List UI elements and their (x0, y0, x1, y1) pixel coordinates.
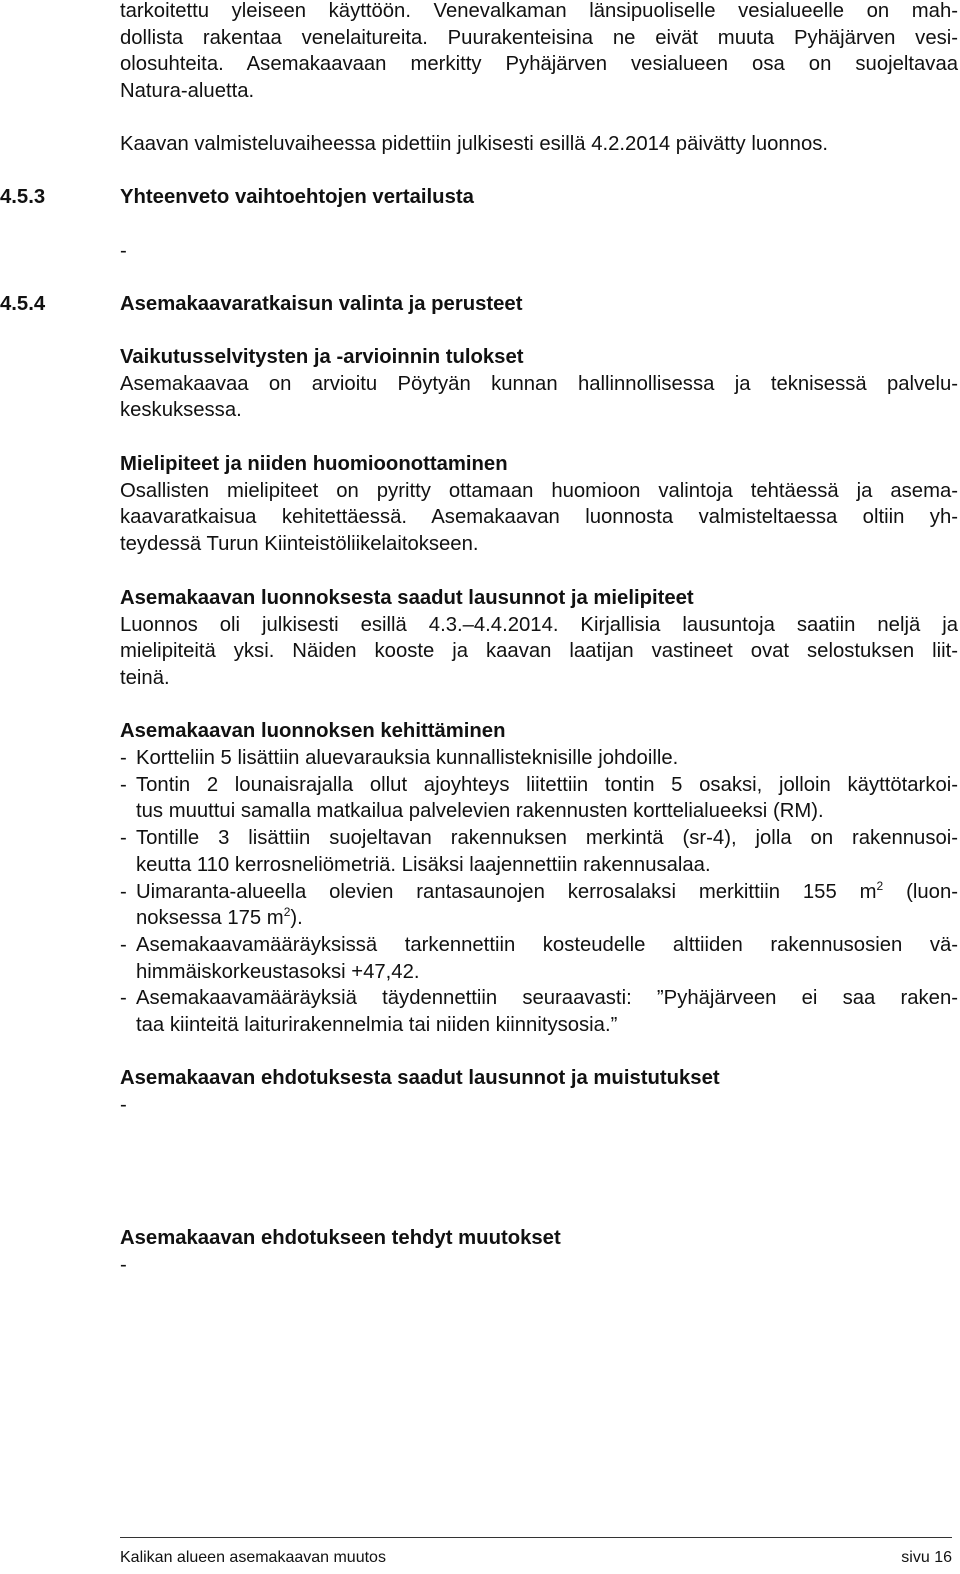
section-body: - (120, 1093, 127, 1116)
text-line: keutta 110 kerrosneliömetriä. Lisäksi laajennettiin rakennusalaa. (136, 853, 711, 876)
text-line: taa kiinteitä laiturirakennelmia tai niiden kiinnitysosia.” (136, 1014, 618, 1037)
proposal-statements-section (120, 1065, 958, 1118)
text-line: Kaavan valmisteluvaiheessa pidettiin julkisesti esillä 4.2.2014 päivätty luonnos. (120, 133, 829, 155)
bullet-marker: - (120, 747, 127, 769)
intro-paragraph (120, 0, 958, 105)
subheading: Vaikutusselvitysten ja -arvioinnin tulokset (120, 346, 524, 368)
bullet-marker: - (120, 827, 127, 850)
text-line: tarkoitettu yleiseen käyttöön. Venevalkaman länsipuoliselle vesialueelle on mah- (120, 0, 958, 22)
draft-development-list (120, 745, 958, 1039)
text-fragment: noksessa 175 m (136, 907, 284, 930)
text-line: teinä. (120, 667, 170, 690)
proposal-changes-section (120, 1225, 958, 1278)
text-line: Tontille 3 lisättiin suojeltavan rakennuksen merkintä (sr-4), jolla on rakennusoi- (136, 827, 958, 850)
text-line: Asemakaavamääräyksissä tarkennettiin kosteudelle alttiiden rakennusosien vä- (136, 933, 958, 956)
text-line: mielipiteitä yksi. Näiden kooste ja kaavan laatijan vastineet ovat selostuksen liit- (120, 640, 958, 663)
bullet-marker: - (120, 773, 127, 796)
text-line: Natura-aluetta. (120, 80, 255, 103)
text-line: teydessä Turun Kiinteistöliikelaitokseen. (120, 533, 479, 556)
subheading: Asemakaavan luonnoksen kehittäminen (120, 720, 506, 742)
footer-divider (120, 1537, 952, 1538)
list-item (120, 985, 958, 1038)
list-item (120, 932, 958, 985)
text-line: Luonnos oli julkisesti esillä 4.3.–4.4.2014. Kirjallisia lausuntoja saatiin neljä ja (120, 613, 958, 636)
text-fragment: ). (290, 907, 303, 930)
text-line: Osallisten mielipiteet on pyritty ottamaan huomioon valintoja tehtäessä ja asema- (120, 479, 958, 502)
superscript: 2 (283, 905, 291, 920)
list-item (120, 772, 958, 825)
text-line: tus muuttui samalla matkailua palvelevien rakennusten korttelialueeksi (RM). (136, 800, 824, 823)
list-item (120, 745, 958, 772)
text-line: Asemakaavamääräyksiä täydennettiin seuraavasti: ”Pyhäjärveen ei saa raken- (136, 987, 958, 1010)
list-item (120, 879, 958, 932)
subheading: Asemakaavan luonnoksesta saadut lausunnot ja mielipiteet (120, 587, 694, 609)
text-line: dollista rakentaa venelaitureita. Puurakenteisina ne eivät muuta Pyhäjärven vesi- (120, 26, 958, 49)
draft-development-heading-block (120, 718, 958, 745)
text-line: Asemakaavaa on arvioitu Pöytyän kunnan hallinnollisessa ja teknisessä palvelu- (120, 372, 958, 395)
text-fragment: Uimaranta-alueella olevien rantasaunojen kerrosalaksi merkittiin 155 m (136, 880, 877, 903)
text-line: himmäiskorkeustasoksi +47,42. (136, 960, 420, 983)
text-fragment: (luon- (883, 880, 958, 903)
bullet-marker: - (120, 933, 127, 956)
footer-page-number: sivu 16 (901, 1549, 952, 1566)
impact-section (120, 344, 958, 424)
draft-statements-section (120, 585, 958, 692)
section-453-body: - (120, 240, 127, 262)
superscript: 2 (876, 878, 884, 893)
section-title-454: Asemakaavaratkaisun valinta ja perusteet (120, 293, 523, 315)
subheading: Asemakaavan ehdotukseen tehdyt muutokset (120, 1227, 561, 1249)
subheading: Asemakaavan ehdotuksesta saadut lausunnot ja muistutukset (120, 1067, 720, 1089)
subheading: Mielipiteet ja niiden huomioonottaminen (120, 453, 508, 475)
section-number-454: 4.5.4 (0, 293, 46, 315)
text-line: keskuksessa. (120, 399, 242, 422)
text-line: Kortteliin 5 lisättiin aluevarauksia kunnallisteknisille johdoille. (136, 747, 679, 769)
section-body: - (120, 1253, 127, 1276)
text-line: Tontin 2 lounaisrajalla ollut ajoyhteys liitettiin tontin 5 osaksi, jolloin käyttötarkoi- (136, 773, 958, 796)
text-line (136, 905, 958, 932)
bullet-marker: - (120, 987, 127, 1010)
section-number-453: 4.5.3 (0, 186, 46, 208)
footer-document-title: Kalikan alueen asemakaavan muutos (120, 1549, 386, 1566)
text-line: kaavaratkaisua kehitettäessä. Asemakaavan luonnosta valmisteltaessa oltiin yh- (120, 506, 958, 529)
bullet-marker: - (120, 880, 127, 903)
text-line: olosuhteita. Asemakaavaan merkitty Pyhäjärven vesialueen osa on suojeltavaa (120, 53, 958, 76)
public-notice-paragraph (120, 131, 958, 158)
text-line (136, 879, 958, 906)
list-item (120, 825, 958, 878)
section-title-453: Yhteenveto vaihtoehtojen vertailusta (120, 186, 474, 208)
opinions-section (120, 451, 958, 558)
